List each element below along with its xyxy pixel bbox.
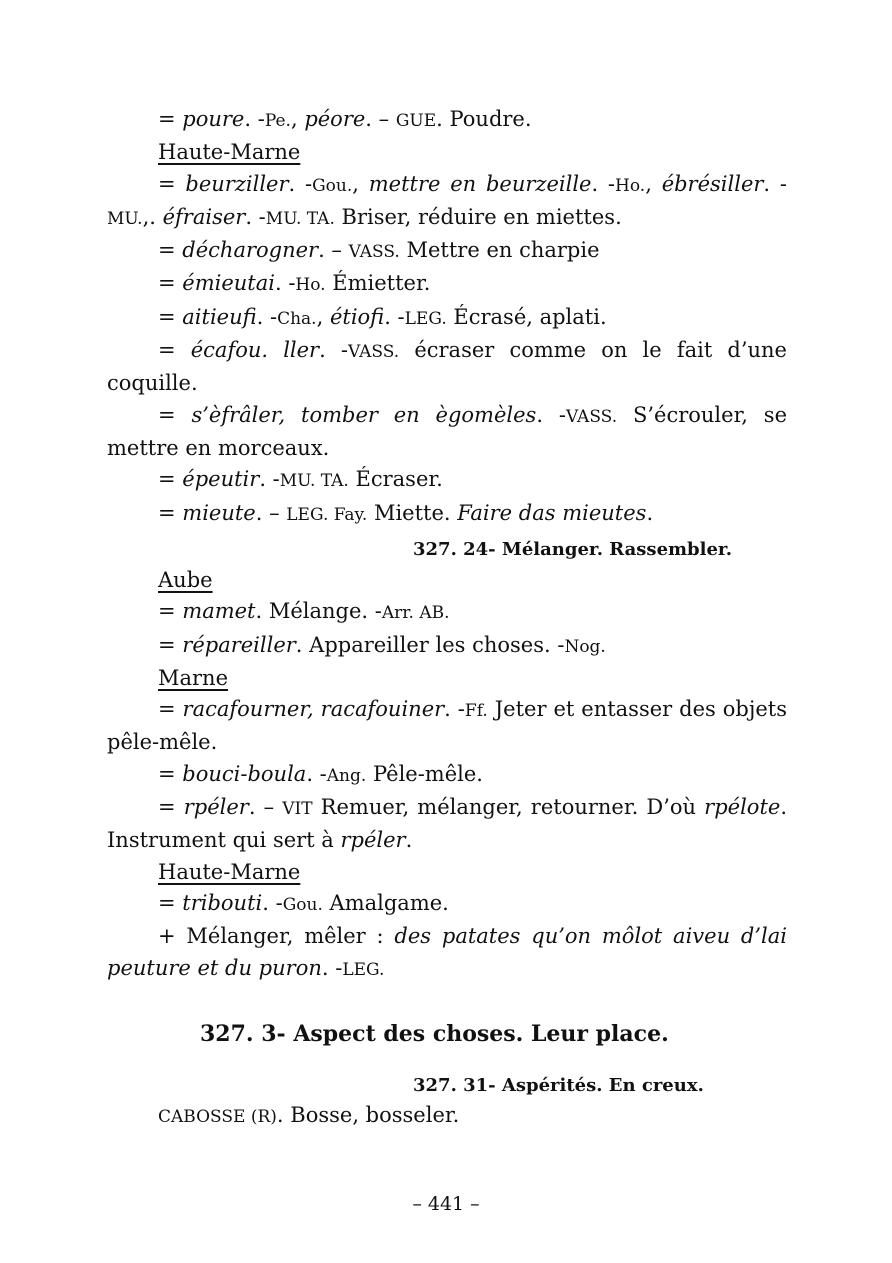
dialect-word: rpélote: [704, 795, 781, 820]
dialect-word: rpéler: [340, 828, 406, 853]
text-block-top: [107, 104, 787, 531]
entry-text: Miette.: [367, 500, 458, 525]
entry-text: . –: [255, 500, 287, 525]
entry-text: . -: [319, 338, 348, 363]
region-heading-haute-marne: Haute-Marne: [158, 140, 301, 165]
region-heading-haute-marne: Haute-Marne: [158, 859, 301, 884]
source-abbrev: GUE: [395, 111, 437, 131]
dialect-word: étiofi: [329, 304, 385, 329]
entry-text: Émietter.: [325, 271, 431, 296]
entry-mamet: [107, 596, 787, 629]
dialect-word: poure: [182, 107, 245, 131]
entry-text: . -: [536, 402, 566, 427]
entry-rpeler: [107, 792, 787, 857]
source-abbrev: VASS.: [348, 242, 400, 263]
dialect-word: émieutai: [182, 271, 275, 296]
source-abbrev: Pe.: [264, 111, 291, 131]
entry-decharogner: [107, 235, 787, 268]
entry-text: . –: [365, 107, 396, 131]
entry-melanger: [107, 921, 787, 986]
entry-poure: [107, 104, 787, 137]
entry-text: . -: [244, 107, 265, 131]
entry-text: . -: [245, 204, 266, 229]
dialect-word: ébrésiller: [661, 171, 764, 196]
section-heading-327-31: 327. 31- Aspérités. En creux.: [413, 1075, 704, 1096]
entry-racafourner: [107, 694, 787, 759]
dialect-word: écafou. ller: [190, 338, 320, 363]
entry-text: S’écrouler, se mettre en morceaux.: [107, 402, 788, 460]
entry-text: . -: [274, 271, 296, 296]
entry-text: =: [158, 107, 183, 131]
dialect-word: mieute: [182, 500, 256, 525]
region-heading-marne: Marne: [158, 665, 229, 690]
entry-text: Mettre en charpie: [399, 238, 600, 263]
dialect-word: aitieufi: [182, 304, 257, 329]
entry-epeutir: [107, 464, 787, 497]
source-abbrev: Ho.: [295, 275, 326, 296]
entry-text: =: [158, 271, 183, 296]
entry-text: ,: [645, 171, 662, 196]
entry-text: .: [646, 500, 654, 525]
source-abbrev: LEG. Fay.: [286, 504, 368, 525]
dialect-word: péore: [304, 107, 366, 131]
source-abbrev: VASS.: [348, 342, 400, 363]
dialect-word: s’èfrâler, tomber en ègomèles: [191, 402, 537, 427]
source-abbrev: LEG.: [404, 308, 447, 329]
entry-ecafouller: [107, 335, 787, 400]
entry-text: =: [158, 697, 183, 722]
entry-text: Pêle-mêle.: [366, 761, 483, 786]
entry-text: Remuer, mélanger, retourner. D’où: [312, 795, 705, 820]
entry-text: . -: [591, 171, 616, 196]
entry-text: . –: [248, 795, 283, 820]
source-abbrev: Cha.: [277, 308, 317, 329]
entry-text: =: [158, 632, 183, 657]
source-abbrev: Nog.: [564, 636, 606, 657]
dialect-word: éfraiser: [162, 204, 246, 229]
entry-text: .: [405, 828, 413, 853]
entry-text: . -: [763, 171, 787, 196]
source-abbrev: MU. TA.: [279, 471, 349, 492]
entry-text: . Mélange. -: [255, 599, 382, 624]
entry-text: . –: [318, 238, 349, 263]
dialect-word: mettre en beurzeille: [368, 171, 592, 196]
source-abbrev: Gou.: [312, 175, 353, 196]
entry-text: ,.: [142, 204, 163, 229]
dialect-word: tribouti: [182, 890, 263, 915]
entry-text: ,: [316, 304, 330, 329]
entry-text: =: [158, 402, 192, 427]
entry-text: Briser, réduire en miettes.: [334, 204, 622, 229]
entry-beurziller: [107, 169, 787, 236]
entry-text: . -: [259, 467, 280, 492]
entry-cabosse: [107, 1100, 787, 1133]
dialect-word: épeutir: [182, 467, 260, 492]
entry-text: ,: [352, 171, 369, 196]
entry-text: . Instrument qui sert à: [107, 795, 787, 853]
entry-text: . -: [444, 697, 465, 722]
source-abbrev: Arr. AB.: [381, 603, 450, 624]
headword: CABOSSE (R): [158, 1107, 277, 1127]
entry-text: . -: [256, 304, 278, 329]
dialect-word: mamet: [182, 599, 256, 624]
entry-text: . -: [262, 890, 283, 915]
entry-text: ,: [290, 107, 305, 131]
entry-text: écraser comme on le fait d’une coquille.: [107, 338, 787, 396]
dialect-example: des patates qu’on môlot aiveu d’lai peuture et du puron: [107, 924, 787, 980]
entry-text: . -: [306, 761, 327, 786]
entry-text: . Poudre.: [436, 107, 532, 131]
dialect-word: rpéler: [183, 795, 249, 820]
entry-text: =: [158, 599, 183, 624]
section-heading-327-3: 327. 3- Aspect des choses. Leur place.: [200, 1021, 669, 1047]
entry-emieutai: [107, 268, 787, 301]
entry-text: =: [158, 761, 183, 786]
entry-text: =: [158, 238, 183, 263]
dialect-word: racafourner, racafouiner: [182, 697, 445, 722]
entry-text: =: [158, 338, 191, 363]
page-number: – 441 –: [412, 1193, 480, 1215]
dialect-word: beurziller: [185, 171, 289, 196]
source-abbrev: VIT: [282, 799, 313, 820]
entry-aitieufi: [107, 302, 787, 335]
source-abbrev: MU.: [107, 208, 143, 229]
entry-text: . -: [384, 304, 405, 329]
entry-sefraler: [107, 400, 787, 465]
entry-text: =: [158, 500, 183, 525]
entry-text: . -: [288, 171, 313, 196]
source-abbrev: Ff.: [464, 701, 488, 722]
entry-bouci-boula: [107, 759, 787, 792]
source-abbrev: Ang.: [326, 765, 367, 786]
source-abbrev: VASS.: [565, 406, 618, 427]
entry-text: Amalgame.: [322, 890, 449, 915]
entry-repareiller: [107, 630, 787, 663]
entry-text: =: [158, 890, 183, 915]
entry-tribouti: [107, 888, 787, 921]
entry-mieute: [107, 498, 787, 531]
source-abbrev: Ho.: [615, 175, 646, 196]
entry-text: =: [158, 304, 183, 329]
entry-text: =: [158, 171, 186, 196]
entry-text: Écraser.: [348, 467, 443, 492]
entry-text: . Appareiller les choses. -: [295, 632, 565, 657]
entry-text: . Bosse, bosseler.: [276, 1103, 460, 1127]
entry-text: Jeter et entasser des objets pêle-mêle.: [107, 697, 787, 755]
section-heading-327-24: 327. 24- Mélanger. Rassembler.: [413, 539, 733, 560]
source-abbrev: Gou.: [282, 894, 323, 915]
dialect-word: répareiller: [182, 632, 296, 657]
entry-text: =: [158, 467, 183, 492]
entry-text: . -: [321, 955, 343, 980]
region-heading-aube: Aube: [158, 568, 213, 592]
entry-text: =: [158, 795, 184, 820]
dialect-word: Faire das mieutes: [457, 500, 647, 525]
text-block-middle: [107, 565, 787, 986]
entry-text: + Mélanger, mêler :: [158, 924, 395, 949]
text-block-bottom: [107, 1100, 787, 1133]
dialect-word: décharogner: [182, 238, 319, 263]
source-abbrev: LEG.: [342, 959, 385, 980]
entry-text: Écrasé, aplati.: [446, 304, 607, 329]
source-abbrev: MU. TA.: [265, 208, 335, 229]
dialect-word: bouci-boula: [182, 761, 307, 786]
